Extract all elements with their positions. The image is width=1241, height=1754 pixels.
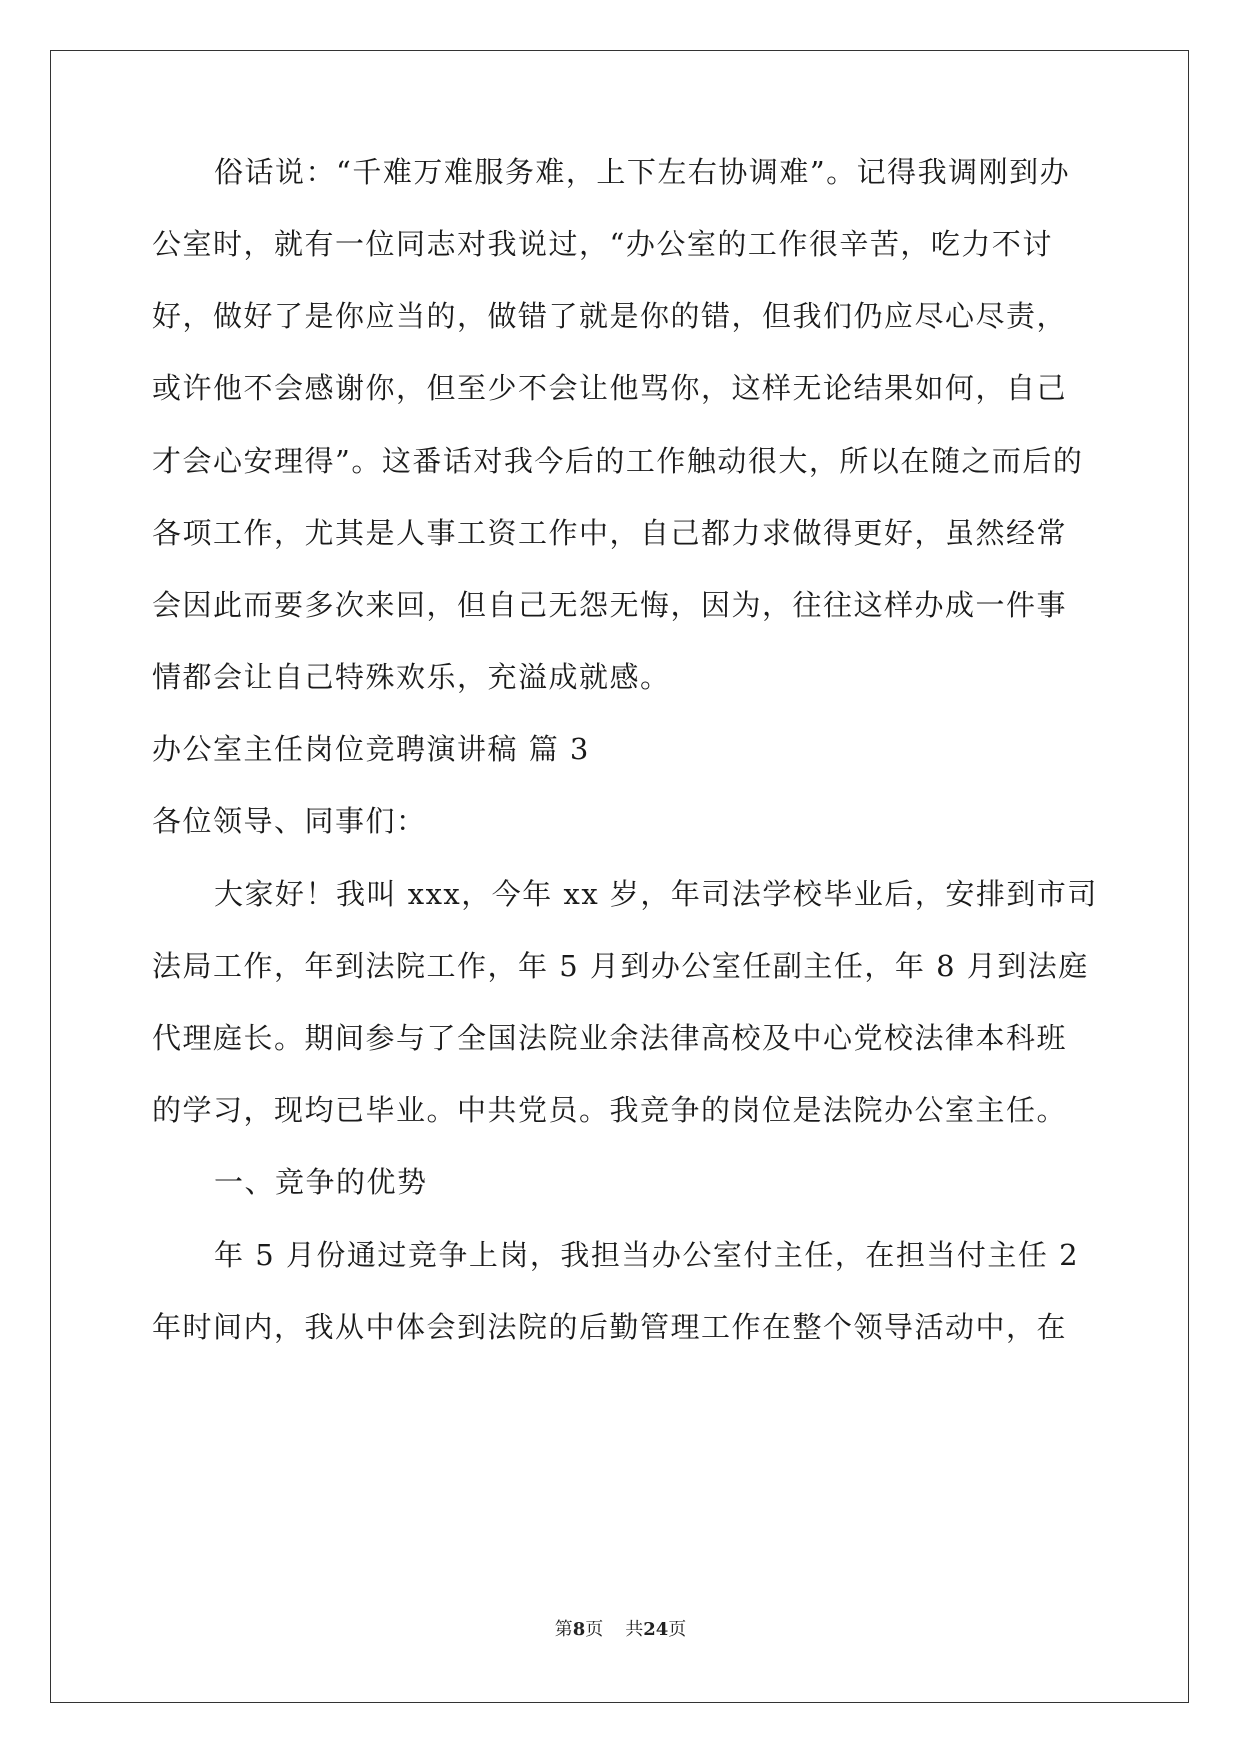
footer-total-prefix: 共 bbox=[625, 1619, 644, 1640]
footer-page-number: 8 bbox=[572, 1619, 586, 1640]
body-line: 大家好！我叫 xxx，今年 xx 岁，年司法学校毕业后，安排到市司 bbox=[214, 877, 1098, 911]
body-line: 会因此而要多次来回，但自己无怨无悔，因为，往往这样办成一件事 bbox=[152, 588, 1068, 622]
body-line: 的学习，现均已毕业。中共党员。我竞争的岗位是法院办公室主任。 bbox=[152, 1093, 1068, 1127]
body-line: 各项工作，尤其是人事工资工作中，自己都力求做得更好，虽然经常 bbox=[152, 516, 1068, 550]
section-title: 办公室主任岗位竞聘演讲稿 篇 3 bbox=[152, 732, 590, 766]
body-line: 代理庭长。期间参与了全国法院业余法律高校及中心党校法律本科班 bbox=[152, 1021, 1068, 1055]
footer-total-suffix: 页 bbox=[668, 1619, 687, 1640]
body-line: 俗话说：“千难万难服务难，上下左右协调难”。记得我调刚到办 bbox=[214, 155, 1071, 189]
body-line: 好，做好了是你应当的，做错了就是你的错，但我们仍应尽心尽责， bbox=[152, 299, 1068, 333]
body-line: 年 5 月份通过竞争上岗，我担当办公室付主任，在担当付主任 2 bbox=[214, 1238, 1080, 1272]
footer-page-prefix: 第 bbox=[554, 1619, 573, 1640]
body-line: 年时间内，我从中体会到法院的后勤管理工作在整个领导活动中，在 bbox=[152, 1310, 1068, 1344]
page-footer bbox=[0, 1618, 1241, 1642]
body-line: 法局工作，年到法院工作，年 5 月到办公室任副主任，年 8 月到法庭 bbox=[152, 949, 1089, 983]
footer-page-suffix: 页 bbox=[585, 1619, 604, 1640]
body-line: 情都会让自己特殊欢乐，充溢成就感。 bbox=[152, 660, 671, 694]
subheading: 一、竞争的优势 bbox=[214, 1165, 428, 1199]
body-line: 或许他不会感谢你，但至少不会让他骂你，这样无论结果如何，自己 bbox=[152, 371, 1068, 405]
body-line: 才会心安理得”。这番话对我今后的工作触动很大，所以在随之而后的 bbox=[152, 444, 1084, 478]
footer-total-pages: 24 bbox=[643, 1619, 669, 1640]
body-line: 公室时，就有一位同志对我说过，“办公室的工作很辛苦，吃力不讨 bbox=[152, 227, 1053, 261]
salutation: 各位领导、同事们： bbox=[152, 804, 427, 838]
